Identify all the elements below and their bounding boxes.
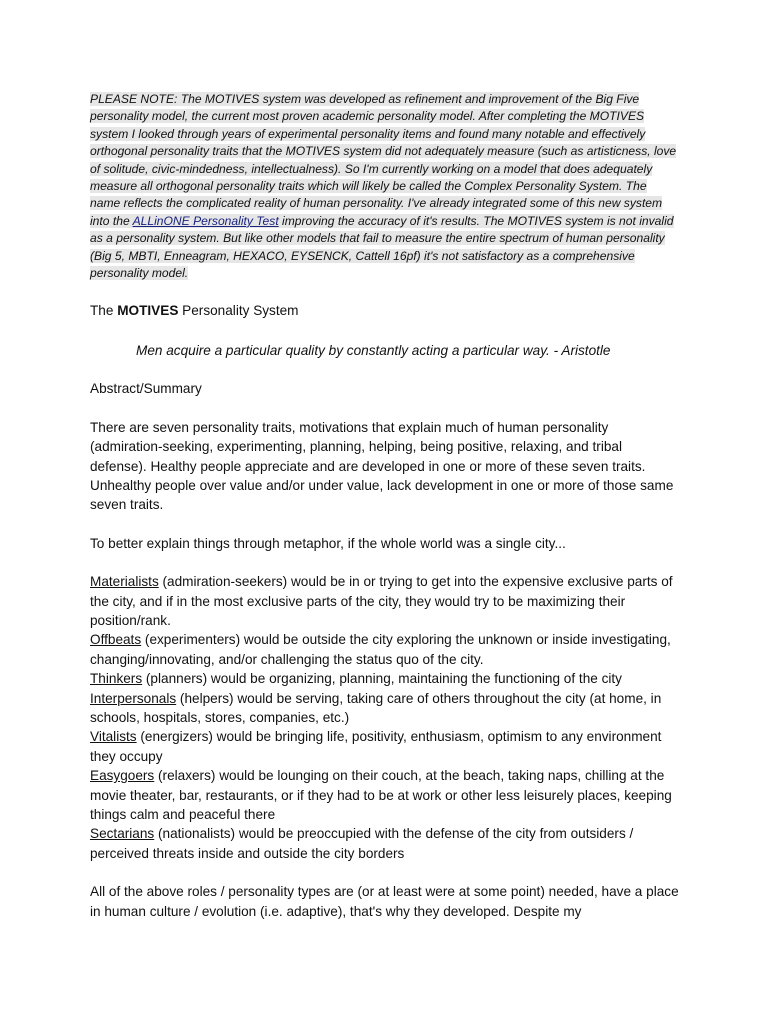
role-name: Sectarians xyxy=(90,826,155,842)
role-description: (energizers) would be bringing life, positivity, enthusiasm, optimism to any environment they occupy xyxy=(90,729,662,764)
document-page xyxy=(90,91,680,921)
role-name: Thinkers xyxy=(90,671,143,687)
role-item xyxy=(90,572,680,630)
role-item xyxy=(90,630,680,669)
roles-list xyxy=(90,572,680,863)
role-description: (planners) would be organizing, planning, maintaining the functioning of the city xyxy=(142,671,622,687)
role-item xyxy=(90,669,680,688)
role-name: Materialists xyxy=(90,574,159,590)
role-name: Vitalists xyxy=(90,729,137,745)
role-name: Offbeats xyxy=(90,632,142,648)
role-item xyxy=(90,689,680,728)
title-suffix: Personality System xyxy=(178,303,299,319)
abstract-heading: Abstract/Summary xyxy=(90,381,202,397)
role-description: (nationalists) would be preoccupied with the defense of the city from outsiders / perceived threats inside and outside the city borders xyxy=(90,826,634,861)
note-text-before-link: PLEASE NOTE: The MOTIVES system was developed as refinement and improvement of the Big Five personality model, the current most proven academic personality model. After completing the MOTIVES system I looked through years of experimental personality items and found many notable and effectively orthogonal personality traits that the MOTIVES system did not adequately measure (such as artisticness, love of solitude, civic-mindedness, intellectualness). So I'm currently working on a model that does adequately measure all orthogonal personality traits which will likely be called the Complex Personality System. The name reflects the complicated reality of human personality. I've already integrated some of this new system into the xyxy=(90,92,677,228)
role-description: (helpers) would be serving, taking care of others throughout the city (at home, in schools, hospitals, stores, companies, etc.) xyxy=(90,690,662,725)
title-prefix: The xyxy=(90,303,118,319)
role-item xyxy=(90,824,680,863)
document-title xyxy=(90,301,680,320)
role-name: Interpersonals xyxy=(90,690,177,706)
summary-paragraph: There are seven personality traits, motivations that explain much of human personality (admiration-seeking, experimenting, planning, helping, being positive, relaxing, and tribal defense). Healthy people appreciate and are developed in one or more of these seven traits. Unhealthy people over value and/or under value, lack development in one or more of those same seven traits. xyxy=(90,419,674,513)
note-text-after-link: improving the accuracy of it's results. The MOTIVES system is not invalid as a personality system. But like other models that fail to measure the entire spectrum of human personality (Big 5, MBTI, Enneagram, HEXACO, EYSENCK, Cattell 16pf) it's not satisfactory as a comprehensive personality model. xyxy=(90,213,674,281)
allinone-test-link[interactable]: ALLinONE Personality Test xyxy=(132,213,279,228)
role-description: (admiration-seekers) would be in or trying to get into the expensive exclusive parts of the city, and if in the most exclusive parts of the city, they would try to be maximizing their position/rank. xyxy=(90,574,673,628)
aristotle-quote: Men acquire a particular quality by constantly acting a particular way. - Aristotle xyxy=(136,342,611,358)
role-description: (experimenters) would be outside the city exploring the unknown or inside investigating, changing/innovating, and/or challenging the status quo of the city. xyxy=(90,632,671,667)
role-item xyxy=(90,766,680,824)
title-bold: MOTIVES xyxy=(117,303,179,319)
note-highlight xyxy=(90,92,676,280)
closing-paragraph: All of the above roles / personality types are (or at least were at some point) needed, have a place in human culture / evolution (i.e. adaptive), that's why they developed. Despite my xyxy=(90,884,679,919)
role-name: Easygoers xyxy=(90,768,155,784)
role-item xyxy=(90,727,680,766)
role-description: (relaxers) would be lounging on their couch, at the beach, taking naps, chilling at the movie theater, bar, restaurants, or if they had to be at work or other less leisurely places, keeping things calm and peaceful there xyxy=(90,768,672,822)
disclaimer-note xyxy=(90,91,680,282)
metaphor-intro: To better explain things through metaphor, if the whole world was a single city... xyxy=(90,535,566,551)
